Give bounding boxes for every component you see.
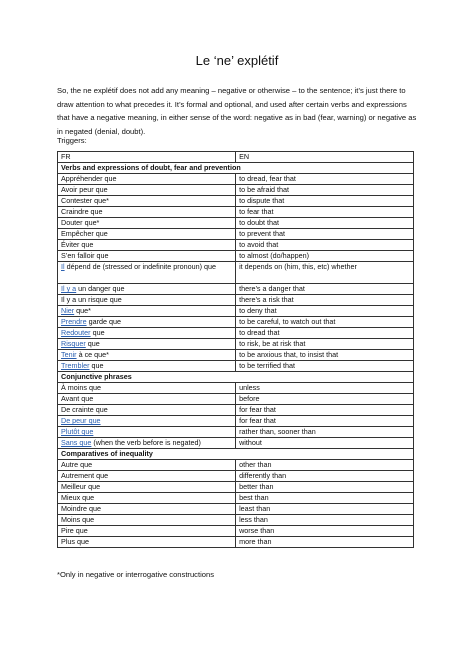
term-link[interactable]: Redouter <box>61 328 91 337</box>
term-link[interactable]: Il <box>61 262 65 271</box>
cell-fr: Craindre que <box>58 207 236 218</box>
cell-en: to be terrified that <box>236 361 414 372</box>
cell-fr: Il dépend de (stressed or indefinite pronoun) que <box>58 262 236 284</box>
cell-fr: Meilleur que <box>58 482 236 493</box>
term-link[interactable]: De peur que <box>61 416 101 425</box>
term-link[interactable]: Risquer <box>61 339 86 348</box>
cell-en: before <box>236 394 414 405</box>
cell-fr: Autrement que <box>58 471 236 482</box>
section-heading: Verbs and expressions of doubt, fear and prevention <box>58 163 414 174</box>
cell-en: rather than, sooner than <box>236 427 414 438</box>
table-row <box>58 493 414 504</box>
table-row <box>58 218 414 229</box>
cell-fr: Avant que <box>58 394 236 405</box>
cell-fr: À moins que <box>58 383 236 394</box>
cell-fr: Pire que <box>58 526 236 537</box>
cell-en: for fear that <box>236 405 414 416</box>
cell-en: to risk, be at risk that <box>236 339 414 350</box>
cell-en: without <box>236 438 414 449</box>
cell-fr: Appréhender que <box>58 174 236 185</box>
table-row <box>58 471 414 482</box>
cell-en: to dread that <box>236 328 414 339</box>
table-body <box>58 163 414 548</box>
table-row <box>58 196 414 207</box>
column-header-en: EN <box>236 152 414 163</box>
cell-en: differently than <box>236 471 414 482</box>
cell-en: worse than <box>236 526 414 537</box>
cell-en: least than <box>236 504 414 515</box>
cell-fr <box>58 416 236 427</box>
intro-paragraph: So, the ne explétif does not add any meaning – negative or otherwise – to the sentence; it’s just there to draw attention to what precedes it. It’s formal and optional, and used after certain verbs and expressions that have a negative meaning, in either sense of the word: negative as in bad (fear, warning) or negative as in negated (denial, doubt). <box>57 86 417 136</box>
term-link[interactable]: Tenir <box>61 350 77 359</box>
cell-fr: Prendre garde que <box>58 317 236 328</box>
cell-en: for fear that <box>236 416 414 427</box>
table-row <box>58 460 414 471</box>
cell-fr: Nier que* <box>58 306 236 317</box>
term-link[interactable]: Sans que <box>61 438 92 447</box>
column-header-fr: FR <box>58 152 236 163</box>
table-row <box>58 416 414 427</box>
section-row <box>58 449 414 460</box>
table-row <box>58 438 414 449</box>
cell-fr: Éviter que <box>58 240 236 251</box>
term-link[interactable]: Nier <box>61 306 75 315</box>
table-row <box>58 207 414 218</box>
cell-fr: Tenir à ce que* <box>58 350 236 361</box>
cell-en: to be anxious that, to insist that <box>236 350 414 361</box>
cell-fr: Trembler que <box>58 361 236 372</box>
cell-fr: Sans que (when the verb before is negated) <box>58 438 236 449</box>
table-row <box>58 284 414 295</box>
table-row <box>58 317 414 328</box>
cell-fr: Mieux que <box>58 493 236 504</box>
cell-en: to almost (do/happen) <box>236 251 414 262</box>
table-row <box>58 504 414 515</box>
cell-fr: De crainte que <box>58 405 236 416</box>
cell-en: to doubt that <box>236 218 414 229</box>
table-row <box>58 306 414 317</box>
section-heading: Comparatives of inequality <box>58 449 414 460</box>
footnote: *Only in negative or interrogative constructions <box>57 570 215 579</box>
term-link[interactable]: Prendre <box>61 317 87 326</box>
table-row <box>58 174 414 185</box>
cell-en: to dread, fear that <box>236 174 414 185</box>
cell-en: there’s a danger that <box>236 284 414 295</box>
section-row <box>58 372 414 383</box>
cell-en: to fear that <box>236 207 414 218</box>
table-row <box>58 295 414 306</box>
cell-en: there’s a risk that <box>236 295 414 306</box>
table-row <box>58 328 414 339</box>
cell-fr: S’en falloir que <box>58 251 236 262</box>
cell-fr: Douter que* <box>58 218 236 229</box>
cell-fr: Avoir peur que <box>58 185 236 196</box>
cell-en: to avoid that <box>236 240 414 251</box>
cell-en: to prevent that <box>236 229 414 240</box>
table-row <box>58 262 414 284</box>
table-row <box>58 240 414 251</box>
table-row <box>58 537 414 548</box>
cell-fr: Il y a un danger que <box>58 284 236 295</box>
table-row <box>58 394 414 405</box>
table-row <box>58 515 414 526</box>
cell-fr: Moindre que <box>58 504 236 515</box>
cell-fr <box>58 427 236 438</box>
cell-fr: Redouter que <box>58 328 236 339</box>
cell-fr: Autre que <box>58 460 236 471</box>
term-link[interactable]: Trembler <box>61 361 90 370</box>
term-link[interactable]: Plutôt que <box>61 427 94 436</box>
table-row <box>58 526 414 537</box>
cell-en: it depends on (him, this, etc) whether <box>236 262 414 284</box>
section-row <box>58 163 414 174</box>
table-row <box>58 383 414 394</box>
table-row <box>58 405 414 416</box>
cell-en: to be afraid that <box>236 185 414 196</box>
cell-en: more than <box>236 537 414 548</box>
table-row <box>58 361 414 372</box>
cell-fr: Contester que* <box>58 196 236 207</box>
table-row <box>58 339 414 350</box>
cell-en: other than <box>236 460 414 471</box>
cell-fr: Plus que <box>58 537 236 548</box>
cell-fr: Il y a un risque que <box>58 295 236 306</box>
table-row <box>58 229 414 240</box>
table-row <box>58 427 414 438</box>
triggers-label: Triggers: <box>57 136 87 145</box>
term-link[interactable]: Il y a <box>61 284 77 293</box>
cell-en: to be careful, to watch out that <box>236 317 414 328</box>
triggers-table <box>57 151 414 548</box>
section-heading: Conjunctive phrases <box>58 372 414 383</box>
cell-en: unless <box>236 383 414 394</box>
cell-en: better than <box>236 482 414 493</box>
cell-en: best than <box>236 493 414 504</box>
cell-en: less than <box>236 515 414 526</box>
cell-en: to dispute that <box>236 196 414 207</box>
cell-fr: Risquer que <box>58 339 236 350</box>
table-row <box>58 185 414 196</box>
cell-fr: Empêcher que <box>58 229 236 240</box>
page-title: Le ‘ne’ explétif <box>195 53 279 68</box>
cell-fr: Moins que <box>58 515 236 526</box>
table-row <box>58 251 414 262</box>
table-row <box>58 350 414 361</box>
table-row <box>58 482 414 493</box>
table-header-row <box>58 152 414 163</box>
cell-en: to deny that <box>236 306 414 317</box>
